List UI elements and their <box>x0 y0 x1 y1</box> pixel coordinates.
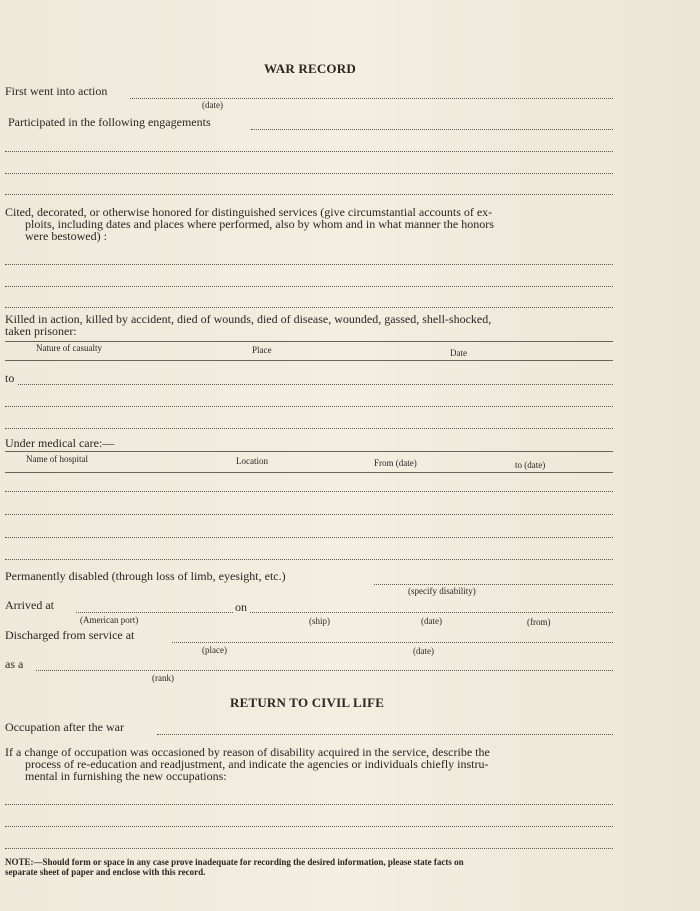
cited-text-line-3: were bestowed) : <box>25 229 107 243</box>
change-text-line-2: process of re-education and readjustment, and indicate the agencies or individuals chiefly instru- <box>25 757 489 771</box>
casualty-col-place: Place <box>252 345 272 355</box>
medical-col-from-date: From (date) <box>374 458 417 468</box>
casualty-col-nature: Nature of casualty <box>36 343 102 353</box>
civil-life-title: RETURN TO CIVIL LIFE <box>230 695 385 710</box>
arrived-label: Arrived at <box>5 598 54 612</box>
disabled-field[interactable] <box>374 584 613 585</box>
arrived-port-field[interactable] <box>76 612 233 613</box>
engagements-field-3[interactable] <box>5 173 613 174</box>
casualty-field-2[interactable] <box>5 406 613 407</box>
casualty-col-date: Date <box>450 348 467 358</box>
arrived-caption-from: (from) <box>527 617 551 627</box>
medical-field-4[interactable] <box>5 559 613 560</box>
casualty-table-header-rule <box>5 360 613 361</box>
note <box>5 857 464 877</box>
discharged-label: Discharged from service at <box>5 628 135 642</box>
as-a-label: as a <box>5 657 24 671</box>
medical-col-to-date: to (date) <box>515 460 546 470</box>
medical-field-1[interactable] <box>5 491 613 492</box>
discharged-caption-place: (place) <box>202 645 227 655</box>
engagements-label: Participated in the following engagements <box>8 115 211 129</box>
cited-field-2[interactable] <box>5 286 613 287</box>
casualty-table-top-rule <box>5 341 613 342</box>
discharged-caption-date: (date) <box>413 646 434 656</box>
discharged-field[interactable] <box>172 642 613 643</box>
casualty-instructions <box>5 313 617 337</box>
cited-field-1[interactable] <box>5 264 613 265</box>
change-occupation-field-3[interactable] <box>5 848 613 849</box>
disabled-label: Permanently disabled (through loss of limb, eyesight, etc.) <box>5 569 286 583</box>
change-occupation-field-2[interactable] <box>5 826 613 827</box>
occupation-label: Occupation after the war <box>5 720 124 734</box>
first-action-date-caption: (date) <box>202 100 223 110</box>
medical-table-header-rule <box>5 472 613 473</box>
cited-text-line-1: Cited, decorated, or otherwise honored for distinguished services (give circumstantial accounts of ex- <box>5 205 493 219</box>
cited-field-3[interactable] <box>5 307 613 308</box>
rank-caption: (rank) <box>152 673 174 683</box>
medical-table-top-rule <box>5 451 613 452</box>
engagements-field-2[interactable] <box>5 151 613 152</box>
casualty-field-3[interactable] <box>5 428 613 429</box>
medical-col-hospital: Name of hospital <box>26 454 88 464</box>
casualty-text-line-1: Killed in action, killed by accident, died of wounds, died of disease, wounded, gassed, shell-shocked, <box>5 312 492 326</box>
medical-care-label: Under medical care:— <box>5 436 115 450</box>
arrived-ship-date-from-field[interactable] <box>250 612 613 613</box>
cited-instructions <box>5 206 615 242</box>
casualty-text-line-2: taken prisoner: <box>5 324 77 338</box>
engagements-field-4[interactable] <box>5 194 613 195</box>
arrived-caption-date: (date) <box>421 616 442 626</box>
change-occupation-field-1[interactable] <box>5 804 613 805</box>
disability-caption: (specify disability) <box>408 586 476 596</box>
arrived-caption-port: (American port) <box>80 615 139 625</box>
cited-text-line-2: ploits, including dates and places where performed, also by whom and in what manner the honors <box>25 217 494 231</box>
change-occupation-instructions <box>5 746 617 782</box>
rank-field[interactable] <box>36 670 613 671</box>
first-action-label: First went into action <box>5 84 108 98</box>
arrived-on-label: on <box>235 600 247 614</box>
war-record-title: WAR RECORD <box>264 61 356 76</box>
medical-col-location: Location <box>236 456 268 466</box>
engagements-field-1[interactable] <box>251 129 613 130</box>
change-text-line-3: mental in furnishing the new occupations: <box>25 769 227 783</box>
casualty-field-1[interactable] <box>18 384 613 385</box>
first-action-field[interactable] <box>130 98 613 99</box>
medical-field-3[interactable] <box>5 537 613 538</box>
casualty-to-label: to <box>5 371 15 385</box>
arrived-caption-ship: (ship) <box>309 616 330 626</box>
occupation-field[interactable] <box>157 734 613 735</box>
note-line-2: separate sheet of paper and enclose with this record. <box>5 867 206 877</box>
note-line-1: NOTE:—Should form or space in any case prove inadequate for recording the desired information, please state facts on <box>5 857 464 867</box>
medical-field-2[interactable] <box>5 514 613 515</box>
change-text-line-1: If a change of occupation was occasioned by reason of disability acquired in the service, describe the <box>5 745 490 759</box>
